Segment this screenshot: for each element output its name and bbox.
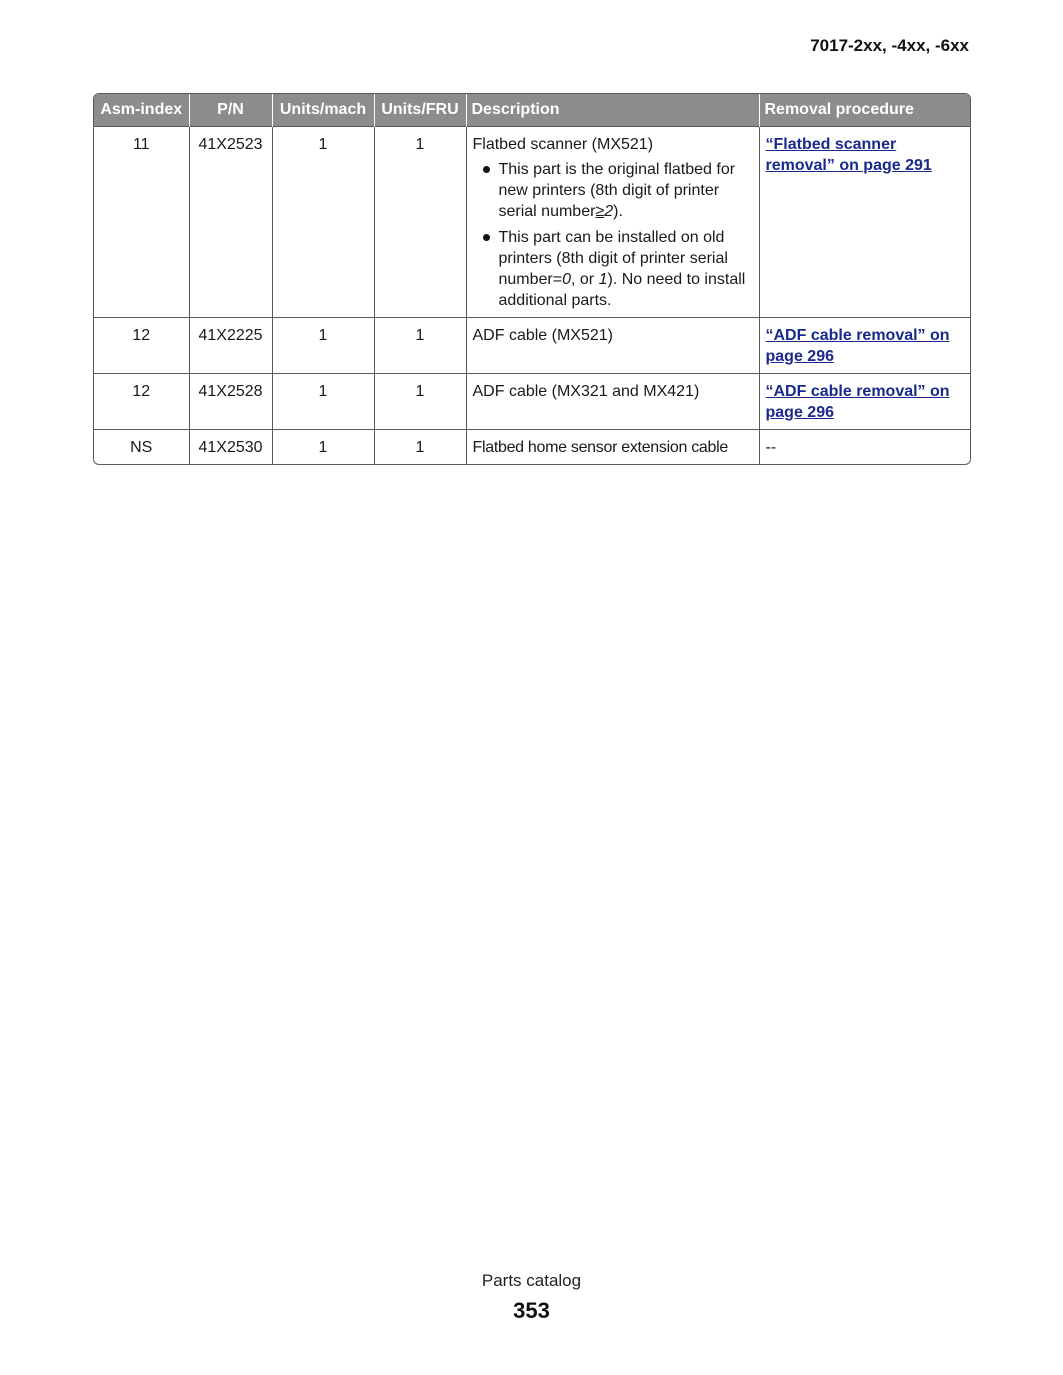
column-header-units-fru: Units/FRU: [374, 94, 466, 127]
description-bullet: [499, 227, 753, 311]
footer-page-number: 353: [513, 1298, 550, 1323]
description-title: Flatbed scanner (MX521): [472, 136, 654, 153]
column-header-units-mach: Units/mach: [272, 94, 374, 127]
cell-description: Flatbed home sensor extension cable: [466, 430, 759, 465]
cell-asm-index: NS: [94, 430, 189, 465]
cell-description: ADF cable (MX321 and MX421): [466, 374, 759, 430]
table-row: [94, 430, 970, 465]
cell-units-mach: 1: [272, 374, 374, 430]
bullet-text: This part is the original flatbed for new printers (8th digit of printer serial number: [498, 161, 736, 220]
bullet-text-end: ). No need to install additional parts.: [498, 271, 746, 309]
running-header-model: 7017-2xx, -4xx, -6xx: [810, 36, 969, 55]
column-header-description: Description: [466, 94, 759, 127]
bullet-text-end: ).: [613, 203, 623, 220]
cell-removal-procedure: [759, 127, 970, 318]
removal-procedure-link[interactable]: “Flatbed scanner removal” on page 291: [765, 136, 932, 174]
cell-pn: 41X2528: [189, 374, 272, 430]
description-bullets: [473, 159, 753, 311]
cell-units-fru: 1: [374, 430, 466, 465]
cell-asm-index: 12: [94, 318, 189, 374]
bullet-value: 0: [562, 271, 571, 288]
cell-units-mach: 1: [272, 318, 374, 374]
cell-units-fru: 1: [374, 127, 466, 318]
bullet-text-mid: , or: [571, 271, 599, 288]
cell-units-mach: 1: [272, 430, 374, 465]
bullet-text: This part can be installed on old printers (8th digit of printer serial number=: [498, 229, 728, 288]
table-header-row: [94, 94, 970, 127]
bullet-symbol: ≥: [595, 203, 605, 220]
parts-table: [94, 94, 970, 464]
removal-procedure-link[interactable]: “ADF cable removal” on page 296: [765, 383, 950, 421]
bullet-value: 1: [598, 271, 608, 288]
column-header-asm-index: Asm-index: [94, 94, 189, 127]
cell-units-fru: 1: [374, 318, 466, 374]
cell-asm-index: 11: [94, 127, 189, 318]
cell-pn: 41X2530: [189, 430, 272, 465]
parts-table-container: [93, 93, 971, 465]
cell-pn: 41X2225: [189, 318, 272, 374]
column-header-pn: P/N: [189, 94, 272, 127]
cell-removal-procedure: [759, 318, 970, 374]
column-header-removal-procedure: Removal procedure: [759, 94, 970, 127]
cell-asm-index: 12: [94, 374, 189, 430]
cell-units-mach: 1: [272, 127, 374, 318]
table-row: [94, 127, 970, 318]
table-row: [94, 318, 970, 374]
table-row: [94, 374, 970, 430]
cell-removal-procedure: --: [759, 430, 970, 465]
description-bullet: [499, 159, 753, 222]
bullet-value: 2: [604, 203, 614, 220]
footer-section-label: Parts catalog: [481, 1271, 582, 1290]
cell-units-fru: 1: [374, 374, 466, 430]
cell-pn: 41X2523: [189, 127, 272, 318]
cell-description: ADF cable (MX521): [466, 318, 759, 374]
removal-procedure-link[interactable]: “ADF cable removal” on page 296: [765, 327, 950, 365]
cell-description: [466, 127, 759, 318]
cell-removal-procedure: [759, 374, 970, 430]
